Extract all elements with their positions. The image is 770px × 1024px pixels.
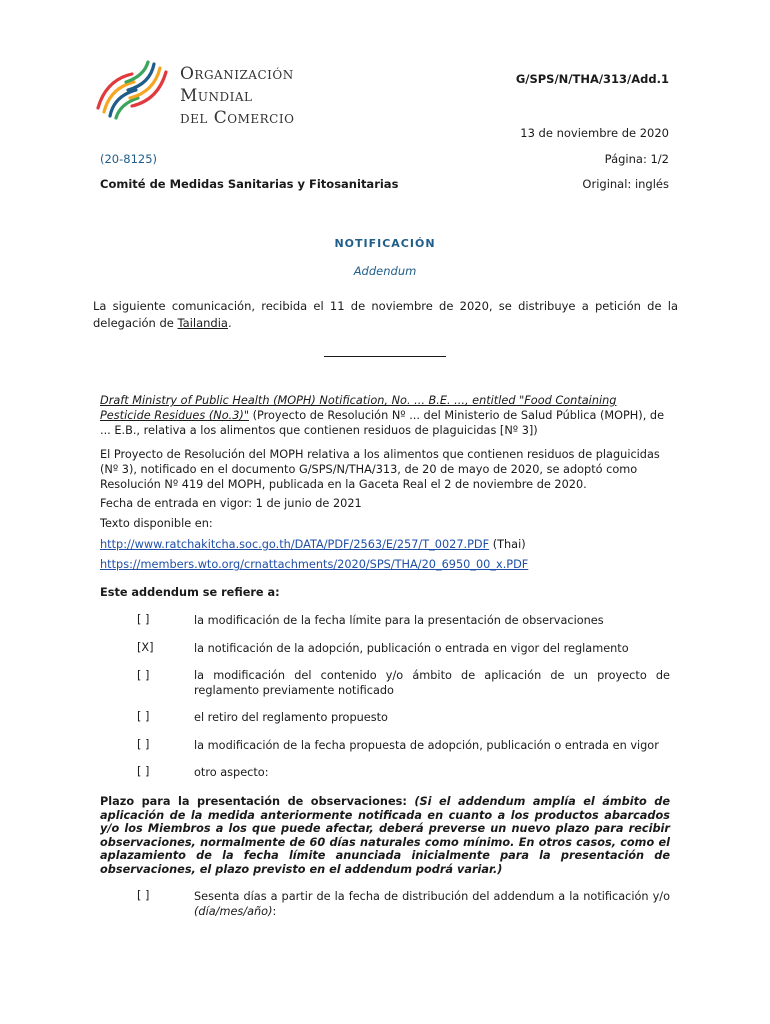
- notification-heading: NOTIFICACIÓN: [334, 237, 436, 250]
- option-text: la modificación de la fecha límite para la presentación de observaciones: [194, 614, 604, 627]
- measure-title-original: Draft Ministry of Public Health (MOPH) Notification, No. ... B.E. ..., entitled "Food Containing Pesticide Residues (No.3)": [100, 394, 617, 422]
- option-text: la modificación del contenido y/o ámbito de aplicación de un proyecto de reglamento previamente notificado: [194, 669, 670, 697]
- intro-paragraph: [93, 298, 678, 332]
- org-line-3: del Comercio: [180, 108, 295, 128]
- option-text: la notificación de la adopción, publicación o entrada en vigor del reglamento: [194, 642, 629, 655]
- deadline-option-box: [ ]: [137, 889, 150, 902]
- link-row-2: [100, 557, 670, 572]
- separator-line: [324, 356, 446, 357]
- deadline-option-end: :: [272, 905, 277, 918]
- refers-to-heading: Este addendum se refiere a:: [100, 586, 280, 599]
- organization-name: [180, 63, 294, 129]
- option-box: [ ]: [137, 710, 150, 723]
- deadline-label: Plazo para la presentación de observaciones:: [100, 795, 415, 808]
- org-line-2: Mundial: [180, 86, 253, 106]
- entry-into-force: Fecha de entrada en vigor: 1 de junio de 2021: [100, 497, 362, 510]
- text-available-label: Texto disponible en:: [100, 517, 213, 530]
- deadline-paragraph: [100, 795, 670, 876]
- country-name: Tailandia: [177, 316, 228, 330]
- deadline-note: (Si el addendum amplía el ámbito de aplicación de la medida anteriormente notificada en cuanto a los productos abarcados y/o los Miembros a los que puede afectar, deberá preverse un nuevo plazo para recibir observaciones, normalmente de 60 días naturales como mínimo. En otros casos, como el aplazamiento de la fecha límite anunciada inicialmente para la presentación de observaciones, el plazo previsto en el addendum podrá variar.): [100, 795, 670, 876]
- intro-text: La siguiente comunicación, recibida el 11 de noviembre de 2020, se distribuye a petición de la delegación de: [93, 299, 678, 330]
- measure-title: [100, 393, 670, 438]
- committee-name: Comité de Medidas Sanitarias y Fitosanitarias: [100, 177, 399, 191]
- option-text: otro aspecto:: [194, 766, 269, 779]
- wto-attachment-link[interactable]: https://members.wto.org/crnattachments/2020/SPS/THA/20_6950_00_x.PDF: [100, 558, 529, 571]
- option-text: el retiro del reglamento propuesto: [194, 711, 388, 724]
- option-text: la modificación de la fecha propuesta de adopción, publicación o entrada en vigor: [194, 739, 659, 752]
- deadline-option-plain: Sesenta días a partir de la fecha de distribución del addendum a la notificación y/o: [194, 890, 670, 903]
- addendum-subheading: Addendum: [353, 264, 417, 278]
- option-box-checked: [X]: [137, 641, 154, 654]
- deadline-option-date-format: (día/mes/año): [194, 905, 273, 918]
- org-line-1: Organización: [180, 64, 294, 84]
- option-box: [ ]: [137, 765, 150, 778]
- option-box: [ ]: [137, 669, 150, 682]
- ratchakitcha-link[interactable]: http://www.ratchakitcha.soc.go.th/DATA/PDF/2563/E/257/T_0027.PDF: [100, 538, 490, 551]
- adoption-paragraph: El Proyecto de Resolución del MOPH relativa a los alimentos que contienen residuos de plaguicidas (Nº 3), notificado en el documento G/SPS/N/THA/313, de 20 de mayo de 2020, se adoptó como Resolución Nº 419 del MOPH, publicada en la Gaceta Real el 2 de noviembre de 2020.: [100, 448, 660, 491]
- link-row-1: [100, 537, 670, 552]
- measure-title-translation: (Proyecto de Resolución Nº ... del Ministerio de Salud Pública (MOPH), de ... E.B., relativa a los alimentos que contienen residuos de plaguicidas [Nº 3]): [100, 409, 665, 437]
- document-reference: G/SPS/N/THA/313/Add.1: [515, 72, 669, 86]
- option-box: [ ]: [137, 738, 150, 751]
- document-number: (20-8125): [100, 152, 158, 166]
- intro-end: .: [227, 316, 232, 330]
- deadline-option-text: [194, 889, 670, 919]
- link-language: (Thai): [489, 538, 526, 551]
- wto-logo-icon: [92, 58, 172, 122]
- original-language: Original: inglés: [582, 177, 669, 191]
- option-box: [ ]: [137, 613, 150, 626]
- page-indicator: Página: 1/2: [604, 152, 669, 166]
- document-date: 13 de noviembre de 2020: [520, 126, 669, 140]
